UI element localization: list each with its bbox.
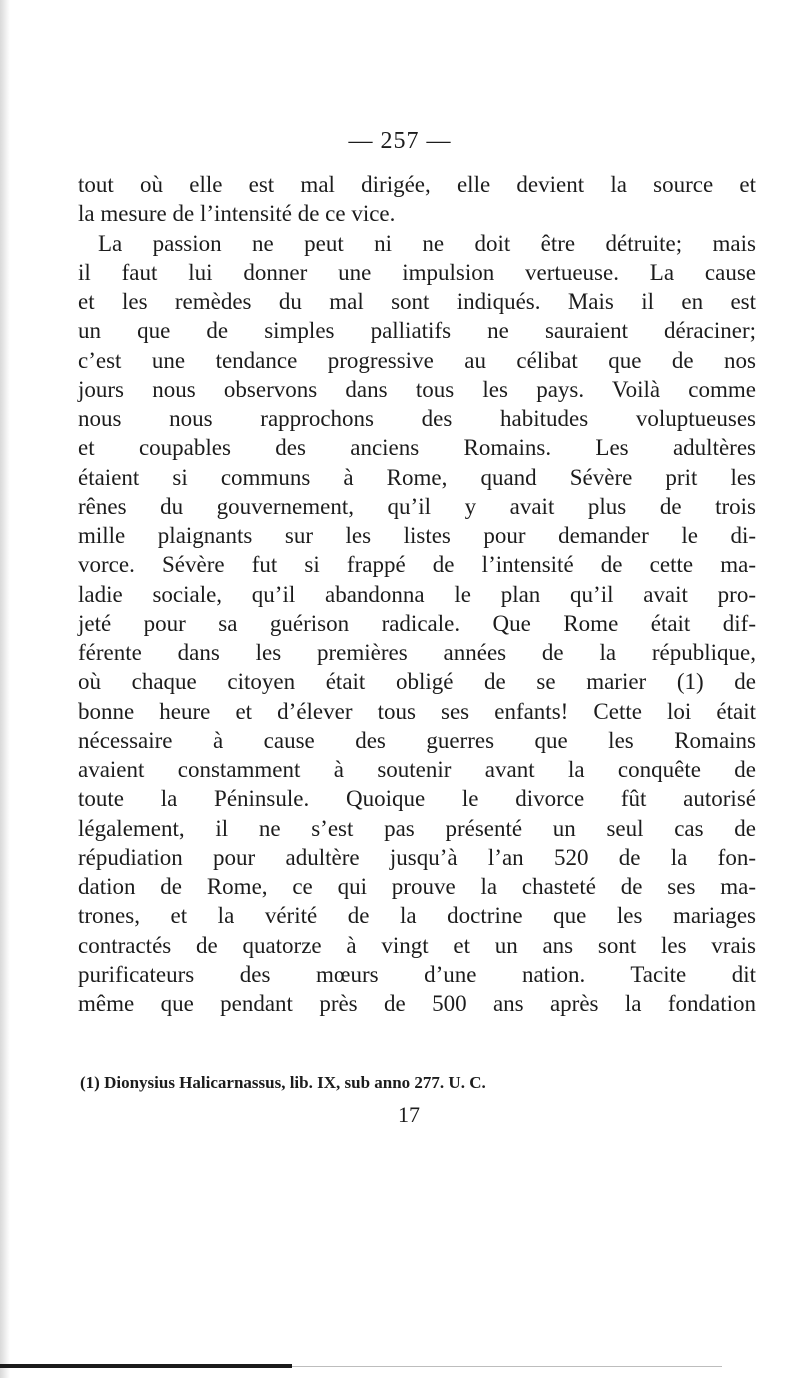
text-line: bonne heure et d’élever tous ses enfants! Cette loi était <box>78 698 756 724</box>
text-line: répudiation pour adultère jusqu’à l’an 520 de la fon- <box>78 844 756 870</box>
text-line: nous nous rapprochons des habitudes voluptueuses <box>78 406 756 431</box>
text-line: tout où elle est mal dirigée, elle devient la source et <box>78 172 756 197</box>
text-line: La passion ne peut ni ne doit être détruite; mais <box>98 230 756 256</box>
text-line: purificateurs des mœurs d’une nation. Tacite dit <box>78 961 756 987</box>
text-line: où chaque citoyen était obligé de se marier (1) de <box>78 669 756 695</box>
footnote: (1) Dionysius Halicarnassus, lib. IX, sub anno 277. U. C. <box>80 1073 486 1092</box>
text-line: nécessaire à cause des guerres que les Romains <box>78 727 756 753</box>
text-line: jours nous observons dans tous les pays. Voilà comme <box>78 376 756 402</box>
text-line: la mesure de l’intensité de ce vice. <box>78 201 396 227</box>
text-line: c’est une tendance progressive au célibat que de nos <box>78 347 756 373</box>
body-text <box>78 170 756 1018</box>
page-binding-shadow <box>0 0 10 1378</box>
text-line: et coupables des anciens Romains. Les adultères <box>78 435 756 461</box>
text-line: même que pendant près de 500 ans après la fondation <box>78 991 756 1016</box>
text-line: un que de simples palliatifs ne sauraient déraciner; <box>78 318 756 344</box>
page-number-header: — 257 — <box>348 128 452 154</box>
signature-mark: 17 <box>398 1102 420 1127</box>
text-line: vorce. Sévère fut si frappé de l’intensité de cette ma- <box>78 552 756 578</box>
text-line: rênes du gouvernement, qu’il y avait plus de trois <box>78 493 756 519</box>
text-line: contractés de quatorze à vingt et un ans sont les vrais <box>78 932 756 958</box>
bottom-edge-rule <box>0 1364 292 1368</box>
text-line: toute la Péninsule. Quoique le divorce fût autorisé <box>78 786 756 812</box>
text-line: il faut lui donner une impulsion vertueuse. La cause <box>78 259 756 285</box>
text-line: et les remèdes du mal sont indiqués. Mais il en est <box>78 289 756 314</box>
text-line: trones, et la vérité de la doctrine que les mariages <box>78 903 756 929</box>
text-line: jeté pour sa guérison radicale. Que Rome était dif- <box>78 610 756 636</box>
text-line: étaient si communs à Rome, quand Sévère prit les <box>78 464 756 490</box>
bottom-edge-rule-tail <box>292 1366 722 1367</box>
text-line: avaient constamment à soutenir avant la conquête de <box>78 757 756 782</box>
text-line: mille plaignants sur les listes pour demander le di- <box>78 523 756 548</box>
text-line: ladie sociale, qu’il abandonna le plan qu’il avait pro- <box>78 581 756 607</box>
text-line: dation de Rome, ce qui prouve la chasteté de ses ma- <box>78 874 756 899</box>
text-line: férente dans les premières années de la république, <box>78 640 756 665</box>
text-line: légalement, il ne s’est pas présenté un seul cas de <box>78 815 756 841</box>
